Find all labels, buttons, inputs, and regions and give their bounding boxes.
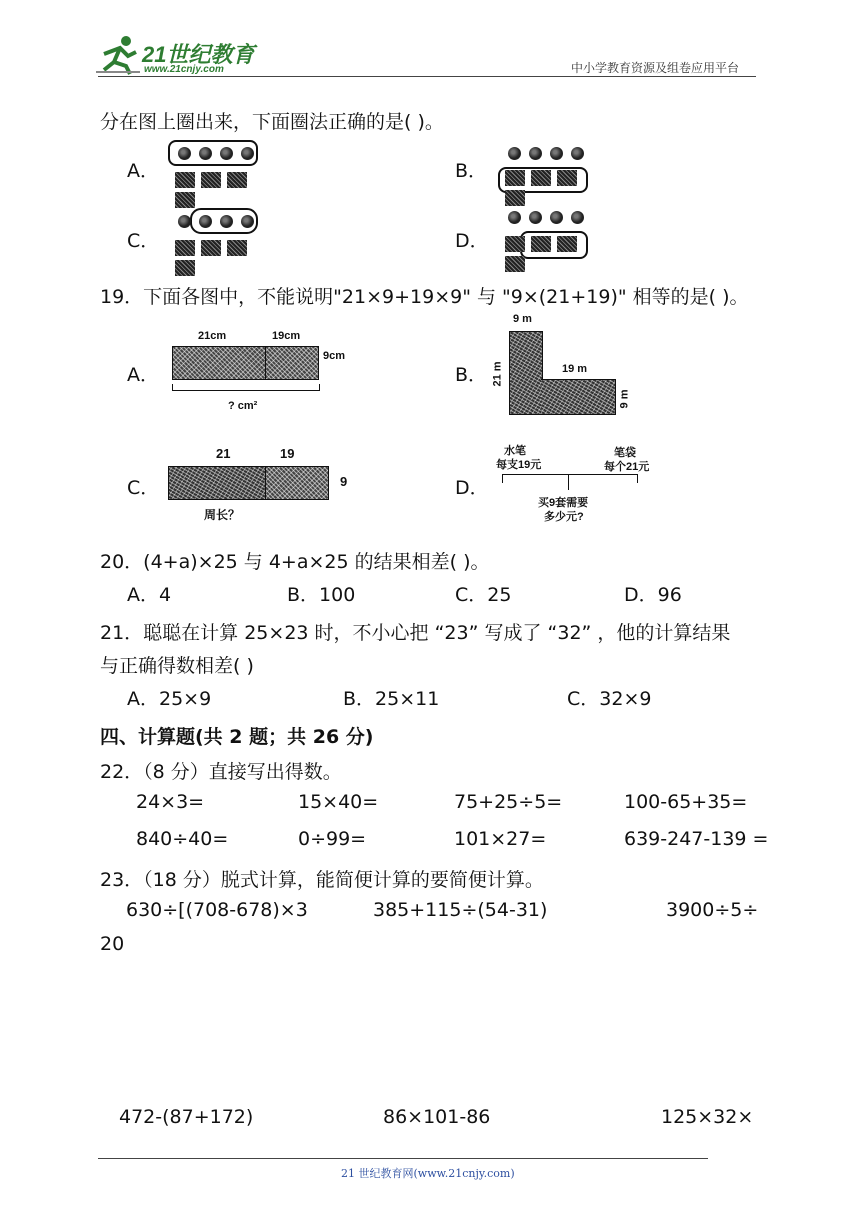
fig-b-label-top: 9 m [513,313,532,325]
header-right-text: 中小学教育资源及组卷应用平台 [571,61,740,75]
q20-stem: 20．(4+a)×25 与 4+a×25 的结果相差( )。 [100,551,490,573]
header-rule [98,76,756,77]
q18-option-b: B． [455,160,488,182]
logo-main-text: 21世纪教育 [142,42,255,67]
q20-option-d: D．96 [624,584,682,606]
fig-c-label-19: 19 [280,446,295,461]
q18-figure-c [170,210,262,262]
fig-a-label-19: 19cm [272,330,301,342]
q23-stem: 23．（18 分）脱式计算，能简便计算的要简便计算。 [100,869,544,891]
q20-option-c: C．25 [455,584,512,606]
fig-a-label-21: 21cm [198,330,227,342]
footer-text: 21 世纪教育网(www.21cnjy.com) [341,1167,515,1180]
q18-figure-b [500,142,592,194]
q22-item: 0÷99= [298,828,367,850]
q22-item: 24×3= [136,791,205,813]
fig-d-left-1: 水笔 [504,445,526,457]
runner-logo-icon [96,34,140,76]
q19-figure-b [487,313,637,423]
q18-option-c: C． [127,230,160,252]
q19-stem: 19．下面各图中，不能说明"21×9+19×9" 与 "9×(21+19)" 相等的是( )。 [100,286,749,308]
q21-option-b: B．25×11 [343,688,440,710]
fig-c-label-9: 9 [340,474,348,489]
q19-figure-d [476,442,666,527]
q19-option-b: B． [455,364,488,386]
q22-item: 840÷40= [136,828,229,850]
fig-c-label-21: 21 [216,446,231,461]
footer-rule [98,1158,708,1159]
q20-option-a: A．4 [127,584,172,606]
q22-item: 100-65+35= [624,791,748,813]
q22-stem: 22．（8 分）直接写出得数。 [100,761,342,783]
fig-d-left-2: 每支19元 [496,459,542,471]
q19-option-d: D． [455,477,489,499]
q23-item: 630÷[(708-678)×3 [126,899,308,921]
q18-figure-d [500,208,592,260]
q22-item: 15×40= [298,791,379,813]
q22-item: 639-247-139 = [624,828,769,850]
q22-item: 101×27= [454,828,547,850]
q21-option-a: A．25×9 [127,688,212,710]
fig-c-question: 周长？ [204,508,241,522]
q18-option-a: A． [127,160,159,182]
q18-option-d: D． [455,230,489,252]
q22-item: 75+25÷5= [454,791,563,813]
fig-d-right-1: 笔袋 [614,447,636,459]
fig-a-label-9: 9cm [323,350,346,362]
q23-item: 125×32× [661,1106,754,1128]
q19-figure-c [168,446,368,526]
q23-item: 3900÷5÷ [666,899,759,921]
fig-d-right-2: 每个21元 [604,461,650,473]
fig-b-label-side: 21 m [491,361,504,387]
q23-item-wrap: 20 [100,933,125,955]
logo-url-text: www.21cnjy.com [144,64,224,75]
q19-option-c: C． [127,477,160,499]
q18-figure-a [170,142,262,194]
header-logo [96,34,266,78]
fig-a-question: ? cm² [228,400,258,412]
q20-option-b: B．100 [287,584,356,606]
q18-stem: 分在图上圈出来，下面圈法正确的是( )。 [100,111,444,133]
fig-d-bottom-1: 买9套需要 [538,497,589,509]
q19-figure-a [170,330,350,420]
fig-d-bottom-2: 多少元? [544,511,584,523]
q21-stem-line2: 与正确得数相差( ) [100,655,254,677]
q19-option-a: A． [127,364,159,386]
fig-b-label-mid: 19 m [562,363,588,375]
q23-item: 472-(87+172) [119,1106,254,1128]
q23-item: 86×101-86 [383,1106,491,1128]
q23-item: 385+115÷(54-31) [373,899,548,921]
section-title: 四、计算题(共 2 题；共 26 分) [100,726,374,748]
q21-stem-line1: 21．聪聪在计算 25×23 时，不小心把 “23” 写成了 “32” ，他的计算结果 [100,622,731,644]
fig-b-label-right: 9 m [618,389,631,409]
q21-option-c: C．32×9 [567,688,652,710]
